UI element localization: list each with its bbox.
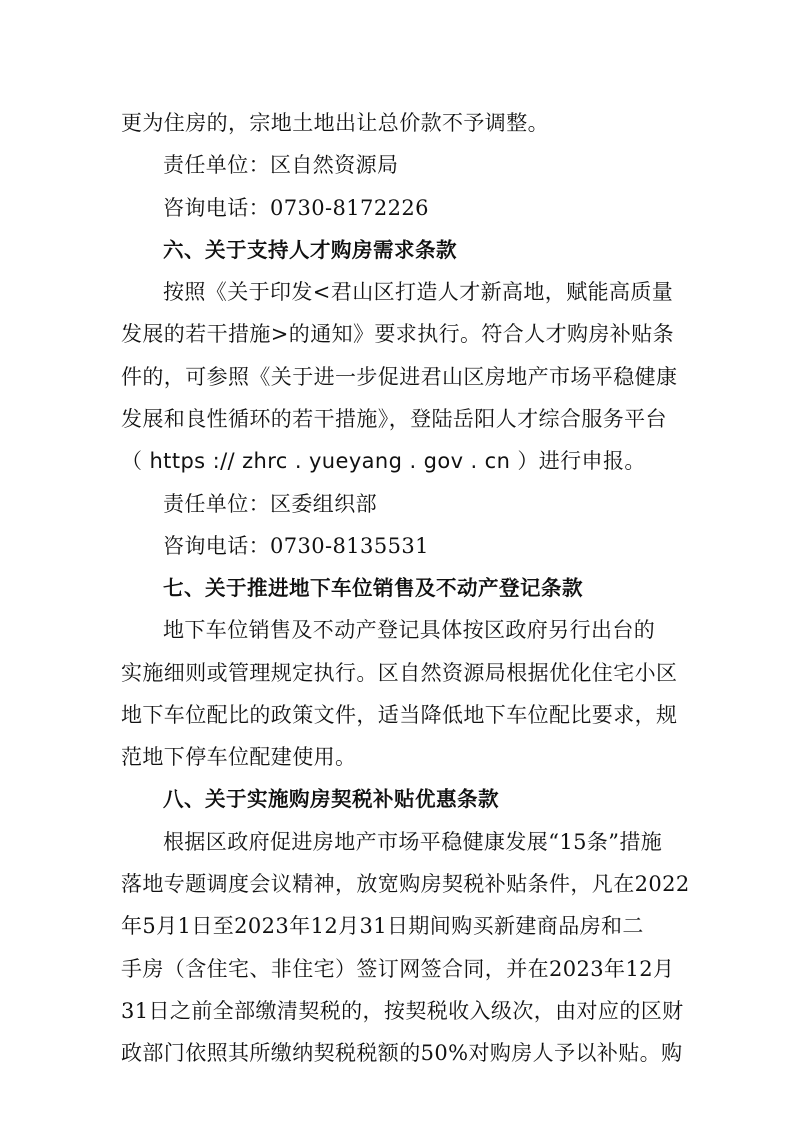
responsible-unit-line: 责任单位：区委组织部 xyxy=(163,491,377,516)
paragraph-line: 地下车位销售及不动产登记具体按区政府另行出台的 xyxy=(163,618,656,643)
paragraph-line: 落地专题调度会议精神，放宽购房契税补贴条件，凡在2022 xyxy=(121,871,690,896)
paragraph-line: 年5月1日至2023年12月31日期间购买新建商品房和二 xyxy=(121,914,644,939)
paragraph-line: 根据区政府促进房地产市场平稳健康发展“15条”措施 xyxy=(163,829,663,854)
paragraph-line: 地下车位配比的政策文件，适当降低地下车位配比要求，规 xyxy=(121,702,678,727)
paragraph-line: 政部门依照其所缴纳契税税额的50%对购房人予以补贴。购 xyxy=(121,1041,683,1065)
paragraph-line: 范地下停车位配建使用。 xyxy=(121,745,357,770)
paragraph-line: 更为住房的，宗地土地出让总价款不予调整。 xyxy=(121,111,549,135)
paragraph-line: 件的，可参照《关于进一步促进君山区房地产市场平稳健康 xyxy=(121,364,678,389)
paragraph-line: 31日之前全部缴清契税的，按契税收入级次，由对应的区财 xyxy=(121,998,684,1023)
phone-line: 咨询电话：0730-8172226 xyxy=(163,195,429,220)
phone-line: 咨询电话：0730-8135531 xyxy=(163,533,429,558)
responsible-unit-line: 责任单位：区自然资源局 xyxy=(163,153,399,178)
section-heading: 八、关于实施购房契税补贴优惠条款 xyxy=(163,787,499,812)
section-heading: 六、关于支持人才购房需求条款 xyxy=(163,237,457,262)
paragraph-line: 手房（含住宅、非住宅）签订网签合同，并在2023年12月 xyxy=(121,956,675,981)
section-heading: 七、关于推进地下车位销售及不动产登记条款 xyxy=(163,576,583,600)
paragraph-line: 发展的若干措施>的通知》要求执行。符合人才购房补贴条 xyxy=(121,322,674,347)
paragraph-line: 发展和良性循环的若干措施》，登陆岳阳人才综合服务平台 xyxy=(121,406,667,431)
url-line: （ https :// zhrc . yueyang . gov . cn ）进行申报。 xyxy=(121,449,646,474)
paragraph-line: 实施细则或管理规定执行。区自然资源局根据优化住宅小区 xyxy=(121,660,678,685)
paragraph-line: 按照《关于印发<君山区打造人才新高地，赋能高质量 xyxy=(163,280,674,305)
